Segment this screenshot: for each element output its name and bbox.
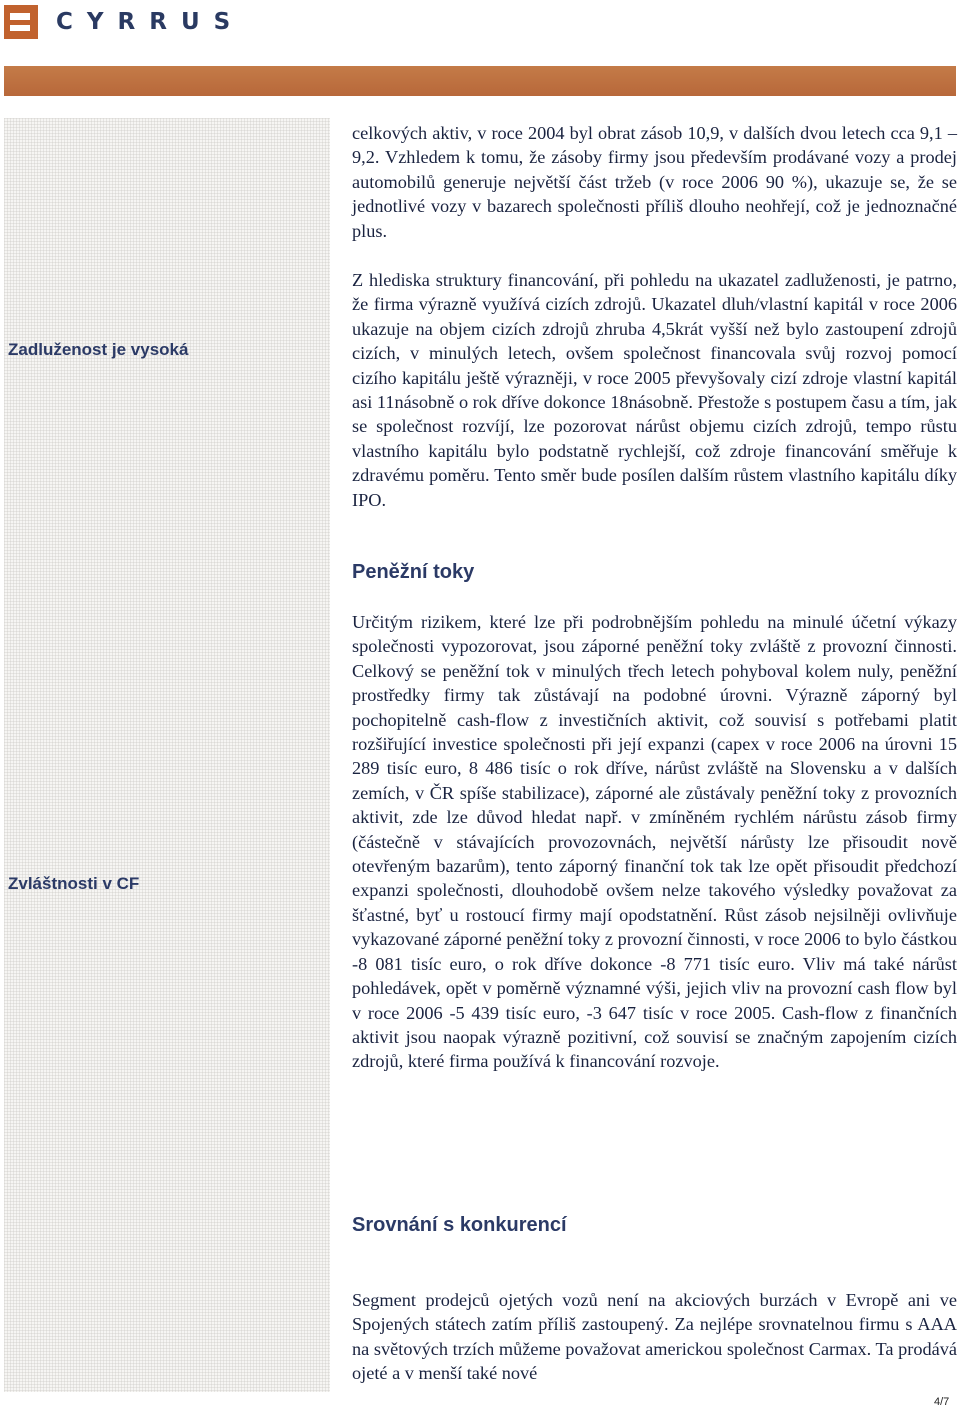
paragraph-debt: Z hlediska struktury financování, při pohledu na ukazatel zadluženosti, je patrno, že firma výrazně využívá cizích zdrojů. Ukazatel dluh/vlastní kapitál v roce 2006 ukazuje na objem cizích zdrojů zhruba 4,5krát vyšší než bylo zastoupení zdrojů cizích, v minulých letech, ovšem společnost financovala svůj rozvoj pomocí cizího kapitálu ještě výrazněji, v roce 2005 převyšovaly cizí zdroje vlastní kapitál asi 11násobně o rok dříve dokonce 18násobně. Přestože s postupem času a tím, jak se společnost rozvíjí, lze pozorovat nárůst objemu cizích zdrojů, tempo růstu vlastního kapitálu bylo podstatně rychlejší, což zdroje financování směřuje k zdravému poměru. Tento směr bude posílen dalším růstem vlastního kapitálu díky IPO. [352,270,958,510]
sidebar [4,118,330,1392]
heading-competition: Srovnání s konkurencí [352,1214,567,1236]
logo-text: CYRRUS [56,9,245,35]
cyrrus-logo [4,4,244,40]
sidebar-label-cf: Zvláštnosti v CF [8,874,140,893]
sidebar-label-debt: Zadluženost je vysoká [8,340,189,359]
paragraph-inventory: celkových aktiv, v roce 2004 byl obrat zásob 10,9, v dalších dvou letech cca 9,1 – 9,2. Vzhledem k tomu, že zásoby firmy jsou především prodávané vozy a prodej automobilů generuje největší část tržeb (v roce 2006 90 %), ukazuje se, že se jednotlivé vozy v bazarech společnosti příliš dlouho neohřejí, což je jednoznačné plus. [352,123,957,241]
header-bar [4,66,956,96]
page-number: 4/7 [934,1396,950,1408]
paragraph-cash-flow: Určitým rizikem, které lze při podrobnějším pohledu na minulé účetní výkazy společnosti vypozorovat, jsou záporné peněžní toky zvláště z provozní činnosti. Celkový se peněžní tok v minulých třech letech pohyboval kolem nuly, peněžní prostředky firmy tak zůstávají na podobné úrovni. Výrazně záporný byl pochopitelně cash-flow z investičních aktivit, což souvisí s potřebami platit rozšiřující investice společnosti při její expanzi (capex v roce 2006 na úrovni 15 289 tisíc euro, 8 486 tisíc o rok dříve, nárůst zvláště na Slovensku a v dalších zemích, v ČR spíše stabilizace), záporné ale zůstávaly peněžní toky z provozních aktivit, zde lze důvod hledat např. v zmíněném rychlém nárůstu zásob firmy (částečně v stávajících provozovnách, největší nárůsty lze přisoudit nově otevřeným bazarům), tento záporný finanční tok tak lze opět přisoudit předchozí expanzi společnosti, dlouhodobě ovšem nelze takového výsledky považovat za šťastné, byť u rostoucí firmy mají opodstatnění. Růst zásob nejsilněji ovlivňuje vykazované záporné peněžní toky z provozní činnosti, v roce 2006 to bylo částkou -8 081 tisíc euro, o rok dříve dokonce -8 771 tisíc euro. Vliv má také nárůst pohledávek, opět v poměrně významné výši, jejich vliv na provozní cash flow byl v roce 2006 -5 439 tisíc euro, -3 647 tisíc v roce 2005. Cash-flow z finančních aktivit jsou naopak výrazně pozitivní, což souvisí se značným zapojením cizích zdrojů, které firma používá k financování rozvoje. [352,612,957,1072]
logo-mark-icon [4,5,38,39]
paragraph-competition: Segment prodejců ojetých vozů není na akciových burzách v Evropě ani ve Spojených státech zatím příliš zastoupený. Za nejlépe srovnatelnou firmu s AAA na světových trzích můžeme považovat americkou společnost Carmax. Ta prodává ojeté a v menší také nové [352,1290,957,1384]
heading-cash-flow: Peněžní toky [352,561,475,583]
